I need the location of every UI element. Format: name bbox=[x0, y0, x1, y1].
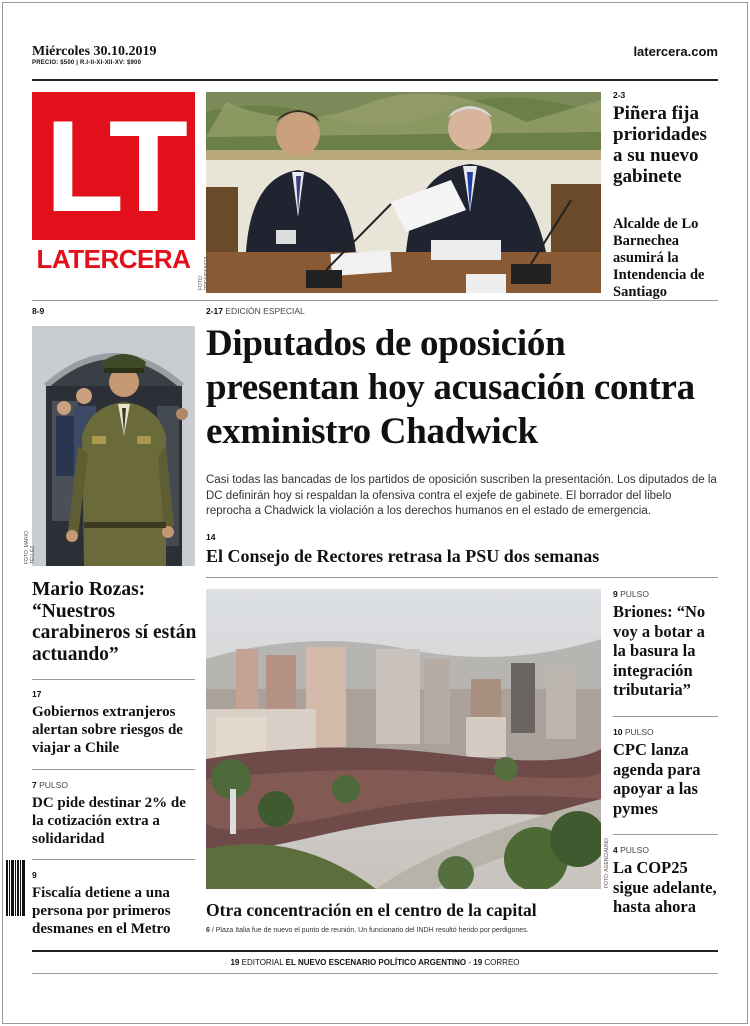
footer-label-2: CORREO bbox=[484, 958, 520, 967]
cop25-kicker bbox=[613, 845, 649, 855]
main-pages: 2-17 bbox=[206, 306, 224, 316]
main-kicker bbox=[206, 306, 305, 316]
cpc-section: PULSO bbox=[624, 727, 654, 737]
edition-date: Miércoles 30.10.2019 bbox=[32, 44, 157, 59]
cpc-kicker bbox=[613, 727, 654, 737]
crowd-caption-text: Plaza Italia fue de nuevo el punto de reunión. Un funcionario del INDH resultó herido por perdigones. bbox=[215, 927, 529, 934]
cpc-headline[interactable]: CPC lanza agenda para apoyar a las pymes bbox=[613, 740, 701, 818]
site-url-link[interactable]: latercera.com bbox=[633, 44, 718, 59]
briones-page: 9 bbox=[613, 589, 618, 599]
crowd-caption: 6 / Plaza Italia fue de nuevo el punto de reunión. Un funcionario del INDH resultó herido por perdigones. bbox=[206, 927, 529, 934]
briones-headline[interactable]: Briones: “No voy a botar a la basura la integración tributaria” bbox=[613, 602, 706, 699]
footer-title[interactable]: EL NUEVO ESCENARIO POLÍTICO ARGENTINO bbox=[285, 958, 467, 967]
pinera-cabinet-headline[interactable]: Piñera fija prioridades a su nuevo gabinete bbox=[613, 103, 707, 187]
cabinet-photo-credit: FOTO: PRESIDENCIA bbox=[198, 256, 210, 290]
footer-top-rule bbox=[32, 950, 718, 952]
briones-kicker bbox=[613, 589, 649, 599]
foreign-gov-page: 17 bbox=[32, 689, 42, 699]
dc-section: PULSO bbox=[39, 780, 68, 790]
main-body: Casi todas las bancadas de los partidos de oposición suscriben la presentación. Los diputados de la DC definirán hoy si respaldan la ofensiva contra el exjefe de gabinete. El borrador del libelo reprocha a Chadwick la violación a los derechos humanos en el estado de emergencia. bbox=[206, 474, 717, 517]
crowd-photo bbox=[206, 589, 601, 889]
crowd-photo-credit: FOTO: AGENCIAUNO bbox=[604, 838, 610, 888]
logo-wordmark: LATERCERA bbox=[36, 244, 191, 274]
left-rule-2 bbox=[32, 769, 195, 770]
rozas-pages: 8-9 bbox=[32, 306, 45, 316]
rozas-photo-illustration bbox=[32, 326, 195, 566]
cop25-headline[interactable]: La COP25 sigue adelante, hasta ahora bbox=[613, 858, 717, 916]
rozas-photo bbox=[32, 326, 195, 566]
cabinet-photo bbox=[206, 92, 601, 293]
cabinet-photo-illustration bbox=[206, 92, 601, 293]
masthead-rule bbox=[32, 79, 718, 81]
fiscalia-page: 9 bbox=[32, 870, 37, 880]
main-section: EDICIÓN ESPECIAL bbox=[225, 306, 305, 316]
upper-section-rule bbox=[32, 300, 718, 301]
fiscalia-headline[interactable]: Fiscalía detiene a una persona por primeros desmanes en el Metro bbox=[32, 885, 171, 937]
psu-headline[interactable]: El Consejo de Rectores retrasa la PSU dos semanas bbox=[206, 546, 600, 566]
footer-bottom-rule bbox=[32, 973, 718, 974]
left-rule-1 bbox=[32, 679, 195, 680]
logo-mark: LT bbox=[32, 92, 195, 240]
crowd-headline[interactable]: Otra concentración en el centro de la capital bbox=[206, 900, 537, 920]
footer-page-2: 19 bbox=[473, 958, 483, 967]
right-rule-2 bbox=[613, 834, 718, 835]
main-headline[interactable]: Diputados de oposición presentan hoy acusación contra exministro Chadwick bbox=[206, 323, 695, 452]
psu-rule bbox=[206, 577, 718, 578]
footer-teaser bbox=[32, 958, 718, 967]
cop25-section: PULSO bbox=[620, 845, 649, 855]
cpc-page: 10 bbox=[613, 727, 623, 737]
dc-headline[interactable]: DC pide destinar 2% de la cotización extra a solidaridad bbox=[32, 795, 186, 847]
barcode-image bbox=[6, 860, 26, 916]
left-rule-3 bbox=[32, 859, 195, 860]
crowd-photo-illustration bbox=[206, 589, 601, 889]
briones-section: PULSO bbox=[620, 589, 649, 599]
psu-page: 14 bbox=[206, 532, 216, 542]
right-rule-1 bbox=[613, 716, 718, 717]
dc-kicker bbox=[32, 780, 68, 790]
foreign-gov-headline[interactable]: Gobiernos extranjeros alertan sobre riesgos de viajar a Chile bbox=[32, 704, 183, 756]
edition-price: PRECIO: $500 | R.I-II-XI-XII-XV: $900 bbox=[32, 60, 142, 66]
rozas-photo-credit: FOTO: MARIO TÉLLEZ bbox=[24, 531, 36, 564]
dc-page: 7 bbox=[32, 780, 37, 790]
crowd-caption-page: 6 bbox=[206, 927, 210, 934]
footer-page-1: 19 bbox=[230, 958, 240, 967]
rozas-headline[interactable]: Mario Rozas: “Nuestros carabineros sí están actuando” bbox=[32, 579, 197, 665]
story-pages-2-3: 2-3 bbox=[613, 90, 626, 100]
cop25-page: 4 bbox=[613, 845, 618, 855]
footer-separator: - bbox=[468, 958, 472, 967]
footer-label-1: EDITORIAL bbox=[241, 958, 284, 967]
barnechea-headline[interactable]: Alcalde de Lo Barnechea asumirá la Intendencia de Santiago bbox=[613, 216, 705, 300]
